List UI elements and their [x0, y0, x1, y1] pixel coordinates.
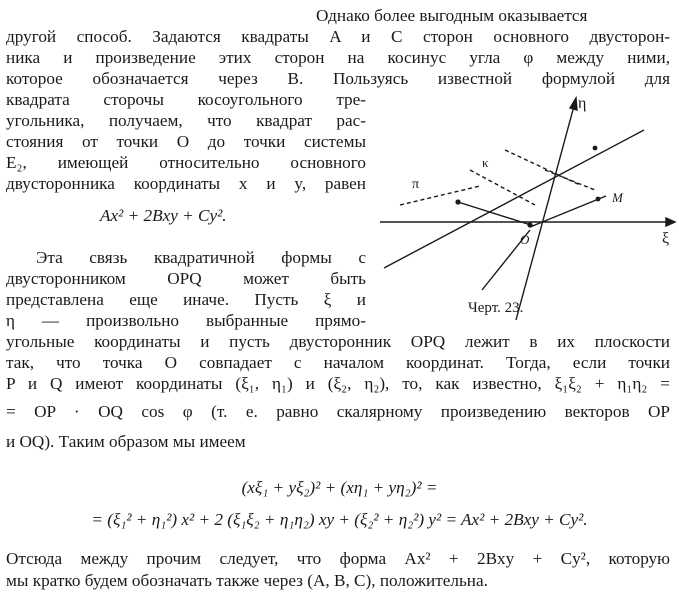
text-line: Эта связь квадратичной формы с: [36, 248, 366, 267]
text-line: и OQ). Таким образом мы имеем: [6, 432, 246, 451]
dashed-line: [470, 170, 535, 205]
text-line: угольные координаты и пусть двусторонник OPQ лежит в их плоскости: [6, 332, 670, 351]
label-kappa: κ: [482, 155, 489, 170]
text-line: представлена еще иначе. Пусть ξ и: [6, 290, 366, 309]
text-line: двусторонником OPQ может быть: [6, 269, 366, 288]
eta-arrow-icon: [570, 98, 577, 110]
text-line: квадрата сторочы косоугольного тре-: [6, 90, 366, 109]
text-line: ника и произведение этих сторон на косинус угла φ между ними,: [6, 48, 670, 67]
point: [455, 199, 460, 204]
text-line: двусторонника координаты x и y, равен: [6, 174, 366, 193]
point: [593, 146, 598, 151]
formula: (xξ₁ + yξ₂)² + (xη₁ + yη₂)² =: [241, 478, 438, 497]
text-line: Отсюда между прочим следует, что форма Ax² + 2Bxy + Cy², которую: [6, 549, 670, 568]
text-line: так, что точка O совпадает с началом координат. Тогда, если точки: [6, 353, 670, 372]
text-line: другой способ. Задаются квадраты A и C сторон основного двусторон-: [6, 27, 670, 46]
point: [596, 197, 601, 202]
text-line: η — произвольно выбранные прямо-: [6, 311, 366, 330]
text-line: P и Q имеют координаты (ξ₁, η₁) и (ξ₂, η₂), то, как известно, ξ₁ξ₂ + η₁η₂ =: [6, 374, 670, 393]
text-line: угольника, получаем, что квадрат рас-: [6, 111, 366, 130]
text-line: стояния от точки O до точки системы: [6, 132, 366, 151]
dashed-line: [505, 150, 580, 185]
formula: = (ξ₁² + η₁²) x² + 2 (ξ₁ξ₂ + η₁η₂) xy + (ξ₂² + η₂²) y² = Ax² + 2Bxy + Cy².: [91, 510, 588, 529]
formula: Ax² + 2Bxy + Cy².: [100, 206, 227, 225]
xi-arrow-icon: [666, 218, 675, 226]
label-pi: π: [412, 177, 420, 192]
text-line: которое обозначается через B. Пользуясь известной формулой для: [6, 69, 670, 88]
label-o: O: [520, 232, 530, 247]
text-line: Однако более выгодным оказывается: [316, 6, 588, 25]
text-line: = OP · OQ cos φ (т. е. равно скалярному произведению векторов OP: [6, 402, 670, 421]
label-m: M: [612, 190, 623, 205]
point-o: [527, 222, 532, 227]
label-xi: ξ: [662, 230, 670, 247]
text-line: E₂, имеющей относительно основного: [6, 153, 366, 172]
figure-caption: Черт. 23.: [468, 300, 524, 316]
label-eta: η: [578, 95, 587, 112]
text-line: мы кратко будем обозначать также через (A, B, C), положительна.: [6, 571, 488, 590]
geometry-figure: [370, 90, 679, 320]
